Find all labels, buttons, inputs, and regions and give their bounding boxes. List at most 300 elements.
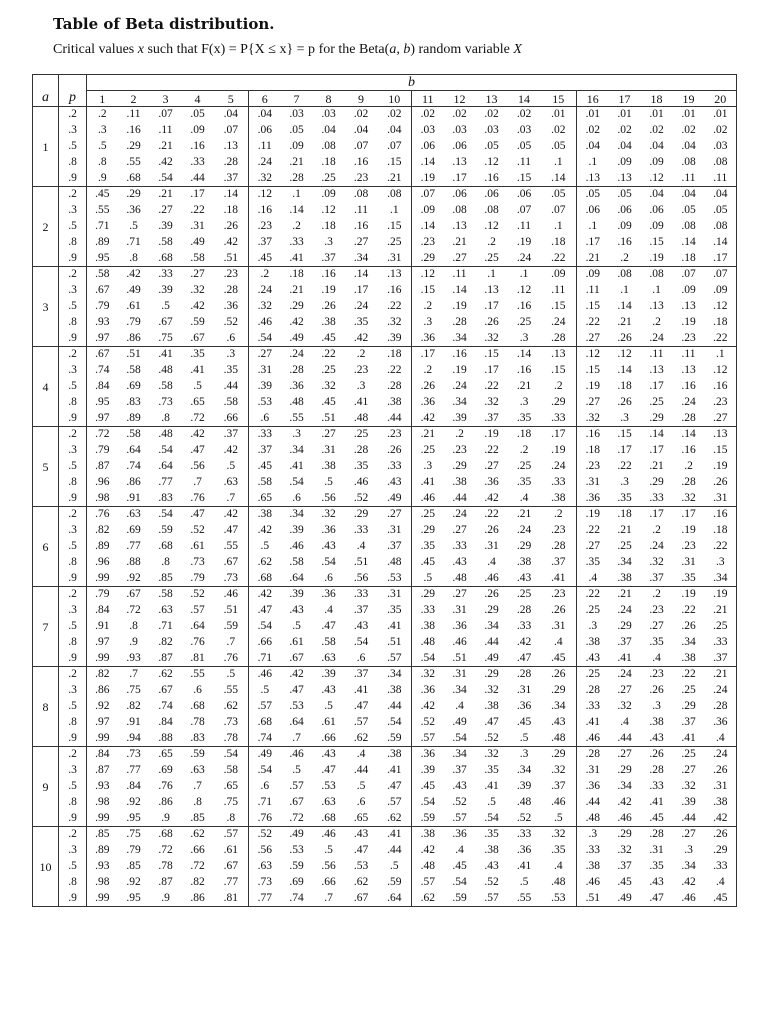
critical-value-cell: .38 (321, 315, 336, 328)
critical-value-cell: .69 (126, 523, 141, 536)
table-row (33, 843, 737, 859)
critical-value-cell: .32 (577, 411, 609, 427)
critical-value-cell: .54 (420, 795, 435, 808)
critical-value-cell: .32 (484, 395, 499, 408)
critical-value-cell: .66 (257, 635, 272, 648)
critical-value-cell: .24 (617, 668, 632, 680)
critical-value-cell: .49 (452, 715, 467, 728)
critical-value-cell: .4 (705, 731, 737, 747)
critical-value-cell: .58 (321, 635, 336, 648)
critical-value-cell: .36 (289, 379, 304, 392)
critical-value-cell: .21 (158, 188, 173, 200)
critical-value-cell: .13 (452, 219, 467, 232)
p-value-cell: .2 (59, 827, 87, 843)
table-row (33, 347, 737, 363)
critical-value-cell: .27 (321, 428, 336, 440)
p-value-cell: .2 (59, 747, 87, 763)
critical-value-cell: .45 (420, 555, 435, 568)
critical-value-cell: .13 (681, 363, 696, 376)
critical-value-cell: .19 (516, 235, 532, 248)
table-row (33, 475, 737, 491)
critical-value-cell: .46 (452, 635, 467, 648)
critical-value-cell: .38 (420, 828, 435, 840)
critical-value-cell: .35 (516, 475, 532, 488)
critical-value-cell: .82 (95, 523, 110, 536)
critical-value-cell: .27 (617, 748, 632, 760)
critical-value-cell: .45 (420, 779, 435, 792)
critical-value-cell: .89 (95, 235, 110, 248)
critical-value-cell: .58 (257, 475, 272, 488)
critical-value-cell: .44 (609, 731, 641, 747)
critical-value-cell: .1 (652, 283, 661, 296)
critical-value-cell: .97 (95, 715, 110, 728)
critical-value-cell: .4 (356, 748, 366, 760)
critical-value-cell: .18 (378, 347, 412, 363)
critical-value-cell: .09 (713, 283, 728, 296)
table-row (33, 443, 737, 459)
critical-value-cell: .33 (713, 859, 728, 872)
critical-value-cell: .32 (541, 827, 577, 843)
critical-value-cell: .37 (541, 779, 577, 795)
b-column-header: 1 (87, 91, 118, 107)
critical-value-cell: .46 (321, 828, 336, 840)
a-value-cell: 8 (33, 699, 59, 715)
critical-value-cell: .57 (420, 875, 435, 888)
critical-value-cell: .22 (190, 203, 205, 216)
critical-value-cell: .42 (681, 875, 696, 888)
p-value-cell: .9 (59, 491, 87, 507)
critical-value-cell: .55 (190, 668, 205, 680)
critical-value-cell: .01 (617, 108, 632, 120)
critical-value-cell: .2 (541, 379, 577, 395)
a-value-cell (33, 395, 59, 411)
b-column-header: 15 (541, 91, 577, 107)
beta-critical-values-table (32, 74, 737, 907)
critical-value-cell: .42 (214, 443, 249, 459)
critical-value-cell: .01 (713, 108, 728, 120)
critical-value-cell: .85 (126, 859, 141, 872)
critical-value-cell: .16 (353, 219, 369, 232)
critical-value-cell: .65 (214, 779, 249, 795)
critical-value-cell: .06 (257, 123, 272, 136)
critical-value-cell: .52 (257, 828, 272, 840)
b-column-header: 14 (508, 91, 541, 107)
critical-value-cell: .41 (609, 651, 641, 667)
critical-value-cell: .34 (617, 779, 632, 792)
critical-value-cell: .53 (378, 571, 412, 587)
critical-value-cell: .86 (158, 795, 173, 808)
critical-value-cell: .11 (517, 219, 531, 232)
critical-value-cell: .2 (260, 268, 270, 280)
critical-value-cell: .23 (713, 395, 728, 408)
critical-value-cell: .02 (484, 108, 499, 120)
critical-value-cell: .7 (214, 491, 249, 507)
critical-value-cell: .54 (452, 875, 467, 888)
critical-value-cell: .39 (289, 588, 304, 600)
critical-value-cell: .17 (484, 299, 499, 312)
critical-value-cell: .05 (484, 139, 499, 152)
critical-value-cell: .14 (353, 268, 369, 280)
critical-value-cell: .43 (289, 603, 304, 616)
critical-value-cell: .02 (452, 108, 467, 120)
table-row (33, 139, 737, 155)
critical-value-cell: .57 (444, 811, 476, 827)
critical-value-cell: .2 (356, 348, 366, 360)
critical-value-cell: .3 (684, 843, 693, 856)
critical-value-cell: .56 (190, 459, 205, 472)
critical-value-cell: .5 (508, 731, 541, 747)
critical-value-cell: .24 (257, 283, 272, 296)
p-value-cell: .9 (59, 171, 87, 187)
p-value-cell: .2 (59, 187, 87, 203)
a-value-cell (33, 587, 59, 603)
critical-value-cell: .32 (617, 699, 632, 712)
critical-value-cell: .44 (585, 795, 600, 808)
critical-value-cell: .46 (673, 891, 705, 907)
a-value-cell (33, 427, 59, 443)
a-value-cell (33, 843, 59, 859)
critical-value-cell: .19 (585, 508, 600, 520)
critical-value-cell: .28 (516, 603, 532, 616)
critical-value-cell: .65 (345, 811, 378, 827)
critical-value-cell: .35 (484, 828, 499, 840)
critical-value-cell: .16 (190, 139, 205, 152)
critical-value-cell: .92 (126, 875, 141, 888)
critical-value-cell: .58 (214, 763, 249, 779)
critical-value-cell: .79 (95, 299, 110, 312)
critical-value-cell: .16 (257, 203, 272, 216)
table-body (33, 107, 737, 907)
critical-value-cell: .33 (585, 843, 600, 856)
critical-value-cell: .04 (713, 188, 728, 200)
critical-value-cell: .76 (182, 491, 214, 507)
critical-value-cell: .54 (476, 811, 508, 827)
critical-value-cell: .06 (452, 139, 467, 152)
b-column-header: 17 (609, 91, 641, 107)
critical-value-cell: .46 (289, 539, 304, 552)
critical-value-cell: .95 (118, 811, 150, 827)
critical-value-cell: .18 (713, 523, 728, 536)
critical-value-cell: .01 (585, 108, 600, 120)
p-value-cell: .8 (59, 875, 87, 891)
critical-value-cell: .21 (617, 315, 632, 328)
critical-value-cell: .12 (257, 188, 272, 200)
critical-value-cell: .71 (249, 651, 281, 667)
critical-value-cell: .74 (158, 699, 173, 712)
table-row (33, 859, 737, 875)
critical-value-cell: .27 (452, 588, 467, 600)
a-value-cell (33, 171, 59, 187)
critical-value-cell: .03 (321, 108, 336, 120)
critical-value-cell: .05 (617, 188, 632, 200)
critical-value-cell: .35 (353, 459, 369, 472)
critical-value-cell: .12 (484, 219, 499, 232)
critical-value-cell: .32 (484, 683, 499, 696)
critical-value-cell: .19 (484, 428, 499, 440)
critical-value-cell: .25 (516, 315, 532, 328)
critical-value-cell: .3 (620, 475, 629, 488)
critical-value-cell: .25 (649, 395, 664, 408)
table-row (33, 123, 737, 139)
critical-value-cell: .1 (588, 155, 598, 168)
table-row (33, 635, 737, 651)
critical-value-cell: .59 (378, 731, 412, 747)
critical-value-cell: .18 (321, 155, 336, 168)
critical-value-cell: .45 (321, 395, 336, 408)
critical-value-cell: .52 (190, 588, 205, 600)
critical-value-cell: .37 (214, 427, 249, 443)
critical-value-cell: .23 (214, 267, 249, 283)
critical-value-cell: .27 (190, 268, 205, 280)
critical-value-cell: .34 (617, 555, 632, 568)
critical-value-cell: .45 (257, 459, 272, 472)
critical-value-cell: .43 (577, 651, 609, 667)
table-row (33, 715, 737, 731)
a-value-cell (33, 571, 59, 587)
critical-value-cell: .28 (585, 748, 600, 760)
critical-value-cell: .32 (476, 331, 508, 347)
critical-value-cell: .79 (126, 843, 141, 856)
critical-value-cell: .31 (516, 683, 532, 696)
critical-value-cell: .7 (281, 731, 313, 747)
p-value-cell: .9 (59, 811, 87, 827)
critical-value-cell: .36 (420, 683, 435, 696)
critical-value-cell: .78 (158, 859, 173, 872)
b-column-header: 13 (476, 91, 508, 107)
critical-value-cell: .9 (150, 811, 182, 827)
p-value-cell: .8 (59, 635, 87, 651)
critical-value-cell: .63 (214, 475, 249, 491)
critical-value-cell: .24 (289, 348, 304, 360)
header-spacer-p (59, 75, 87, 91)
critical-value-cell: .47 (508, 651, 541, 667)
critical-value-cell: .26 (617, 395, 632, 408)
critical-value-cell: .08 (321, 139, 336, 152)
critical-value-cell: .36 (577, 491, 609, 507)
critical-value-cell: .02 (516, 108, 532, 120)
critical-value-cell: .76 (95, 508, 110, 520)
critical-value-cell: .27 (617, 683, 632, 696)
critical-value-cell: .07 (378, 139, 412, 155)
critical-value-cell: .17 (649, 443, 664, 456)
critical-value-cell: .14 (289, 203, 304, 216)
critical-value-cell: .09 (420, 203, 435, 216)
critical-value-cell: .16 (681, 443, 696, 456)
critical-value-cell: .76 (158, 779, 173, 792)
critical-value-cell: .09 (289, 139, 304, 152)
critical-value-cell: .81 (214, 891, 249, 907)
critical-value-cell: .1 (715, 348, 725, 360)
p-value-cell: .3 (59, 763, 87, 779)
critical-value-cell: .14 (420, 219, 435, 232)
critical-value-cell: .18 (713, 315, 728, 328)
critical-value-cell: .29 (484, 668, 499, 680)
critical-value-cell: .5 (487, 795, 496, 808)
critical-value-cell: .37 (705, 651, 737, 667)
critical-value-cell: .39 (158, 219, 173, 232)
table-row (33, 667, 737, 683)
critical-value-cell: .62 (190, 828, 205, 840)
critical-value-cell: .36 (420, 395, 435, 408)
critical-value-cell: .68 (190, 699, 205, 712)
critical-value-cell: .45 (452, 859, 467, 872)
p-value-cell: .8 (59, 475, 87, 491)
critical-value-cell: .33 (541, 411, 577, 427)
critical-value-cell: .8 (97, 155, 107, 168)
critical-value-cell: .31 (378, 587, 412, 603)
critical-value-cell: .02 (420, 108, 435, 120)
critical-value-cell: .29 (617, 828, 632, 840)
critical-value-cell: .38 (321, 459, 336, 472)
critical-value-cell: .51 (313, 411, 345, 427)
critical-value-cell: .57 (378, 651, 412, 667)
p-value-cell: .2 (59, 667, 87, 683)
critical-value-cell: .48 (541, 875, 577, 891)
p-value-cell: .5 (59, 539, 87, 555)
a-value-cell (33, 347, 59, 363)
critical-value-cell: .1 (588, 219, 598, 232)
p-value-cell: .5 (59, 459, 87, 475)
critical-value-cell: .35 (353, 315, 369, 328)
critical-value-cell: .5 (292, 619, 301, 632)
critical-value-cell: .08 (713, 219, 728, 232)
a-value-cell (33, 235, 59, 251)
critical-value-cell: .98 (95, 795, 110, 808)
critical-value-cell: .34 (681, 859, 696, 872)
p-value-cell: .5 (59, 379, 87, 395)
critical-value-cell: .25 (585, 603, 600, 616)
critical-value-cell: .11 (126, 108, 141, 120)
p-value-cell: .3 (59, 283, 87, 299)
critical-value-cell: .2 (292, 219, 301, 232)
critical-value-cell: .25 (476, 251, 508, 267)
critical-value-cell: .58 (158, 235, 173, 248)
critical-value-cell: .04 (585, 139, 600, 152)
critical-value-cell: .02 (617, 123, 632, 136)
critical-value-cell: .44 (378, 843, 412, 859)
critical-value-cell: .35 (673, 571, 705, 587)
critical-value-cell: .63 (321, 795, 336, 808)
critical-value-cell: .68 (150, 251, 182, 267)
critical-value-cell: .84 (158, 715, 173, 728)
critical-value-cell: .28 (673, 411, 705, 427)
critical-value-cell: .09 (681, 283, 696, 296)
critical-value-cell: .47 (190, 443, 205, 456)
critical-value-cell: .4 (620, 715, 629, 728)
a-value-cell (33, 763, 59, 779)
critical-value-cell: .52 (345, 491, 378, 507)
table-row (33, 891, 737, 907)
critical-value-cell: .99 (87, 811, 118, 827)
critical-value-cell: .5 (129, 219, 138, 232)
critical-value-cell: .31 (681, 555, 696, 568)
critical-value-cell: .3 (609, 411, 641, 427)
critical-value-cell: .19 (321, 283, 336, 296)
critical-value-cell: .25 (617, 539, 632, 552)
critical-value-cell: .35 (649, 635, 664, 648)
critical-value-cell: .24 (257, 155, 272, 168)
a-value-cell (33, 875, 59, 891)
critical-value-cell: .71 (95, 219, 110, 232)
critical-value-cell: .63 (190, 763, 205, 776)
critical-value-cell: .32 (681, 779, 696, 792)
critical-value-cell: .55 (281, 411, 313, 427)
critical-value-cell: .23 (649, 603, 664, 616)
b-column-header: 18 (641, 91, 673, 107)
critical-value-cell: .67 (95, 348, 110, 360)
critical-value-cell: .1 (519, 268, 529, 280)
p-value-cell: .5 (59, 619, 87, 635)
critical-value-cell: .45 (95, 188, 110, 200)
critical-value-cell: .37 (541, 555, 577, 571)
critical-value-cell: .28 (281, 171, 313, 187)
critical-value-cell: .46 (577, 731, 609, 747)
subtitle-ab: a, b (389, 42, 411, 57)
critical-value-cell: .36 (420, 748, 435, 760)
critical-value-cell: .22 (484, 379, 499, 392)
critical-value-cell: .16 (585, 428, 600, 440)
critical-value-cell: .22 (713, 539, 728, 552)
critical-value-cell: .83 (182, 731, 214, 747)
p-value-cell: .8 (59, 155, 87, 171)
critical-value-cell: .29 (126, 139, 141, 152)
critical-value-cell: .05 (713, 203, 728, 216)
critical-value-cell: .24 (353, 299, 369, 312)
critical-value-cell: .49 (476, 651, 508, 667)
critical-value-cell: .15 (420, 283, 435, 296)
critical-value-cell: .53 (541, 891, 577, 907)
table-row (33, 571, 737, 587)
critical-value-cell: .27 (705, 411, 737, 427)
critical-value-cell: .82 (126, 699, 141, 712)
critical-value-cell: .49 (190, 235, 205, 248)
critical-value-cell: .36 (412, 331, 444, 347)
critical-value-cell: .54 (257, 763, 272, 776)
table-row (33, 155, 737, 171)
critical-value-cell: .3 (97, 123, 107, 136)
critical-value-cell: .5 (97, 139, 107, 152)
critical-value-cell: .09 (541, 267, 577, 283)
critical-value-cell: .21 (649, 459, 664, 472)
critical-value-cell: .94 (118, 731, 150, 747)
p-value-cell: .8 (59, 395, 87, 411)
critical-value-cell: .93 (118, 651, 150, 667)
critical-value-cell: .38 (484, 699, 499, 712)
critical-value-cell: .9 (87, 171, 118, 187)
critical-value-cell: .57 (378, 795, 412, 811)
critical-value-cell: .19 (713, 459, 728, 472)
critical-value-cell: .04 (257, 108, 272, 120)
critical-value-cell: .5 (214, 459, 249, 475)
critical-value-cell: .31 (378, 523, 412, 539)
table-row (33, 699, 737, 715)
critical-value-cell: .01 (541, 107, 577, 123)
a-value-cell (33, 827, 59, 843)
critical-value-cell: .47 (214, 523, 249, 539)
critical-value-cell: .01 (649, 108, 664, 120)
critical-value-cell: .32 (378, 315, 412, 331)
table-row (33, 107, 737, 123)
critical-value-cell: .21 (516, 379, 532, 392)
critical-value-cell: .11 (158, 123, 173, 136)
critical-value-cell: .02 (541, 123, 577, 139)
critical-value-cell: .42 (257, 523, 272, 536)
b-column-header: 4 (182, 91, 214, 107)
critical-value-cell: .38 (484, 843, 499, 856)
critical-value-cell: .44 (353, 763, 369, 776)
critical-value-cell: .38 (378, 395, 412, 411)
critical-value-cell: .42 (126, 268, 141, 280)
